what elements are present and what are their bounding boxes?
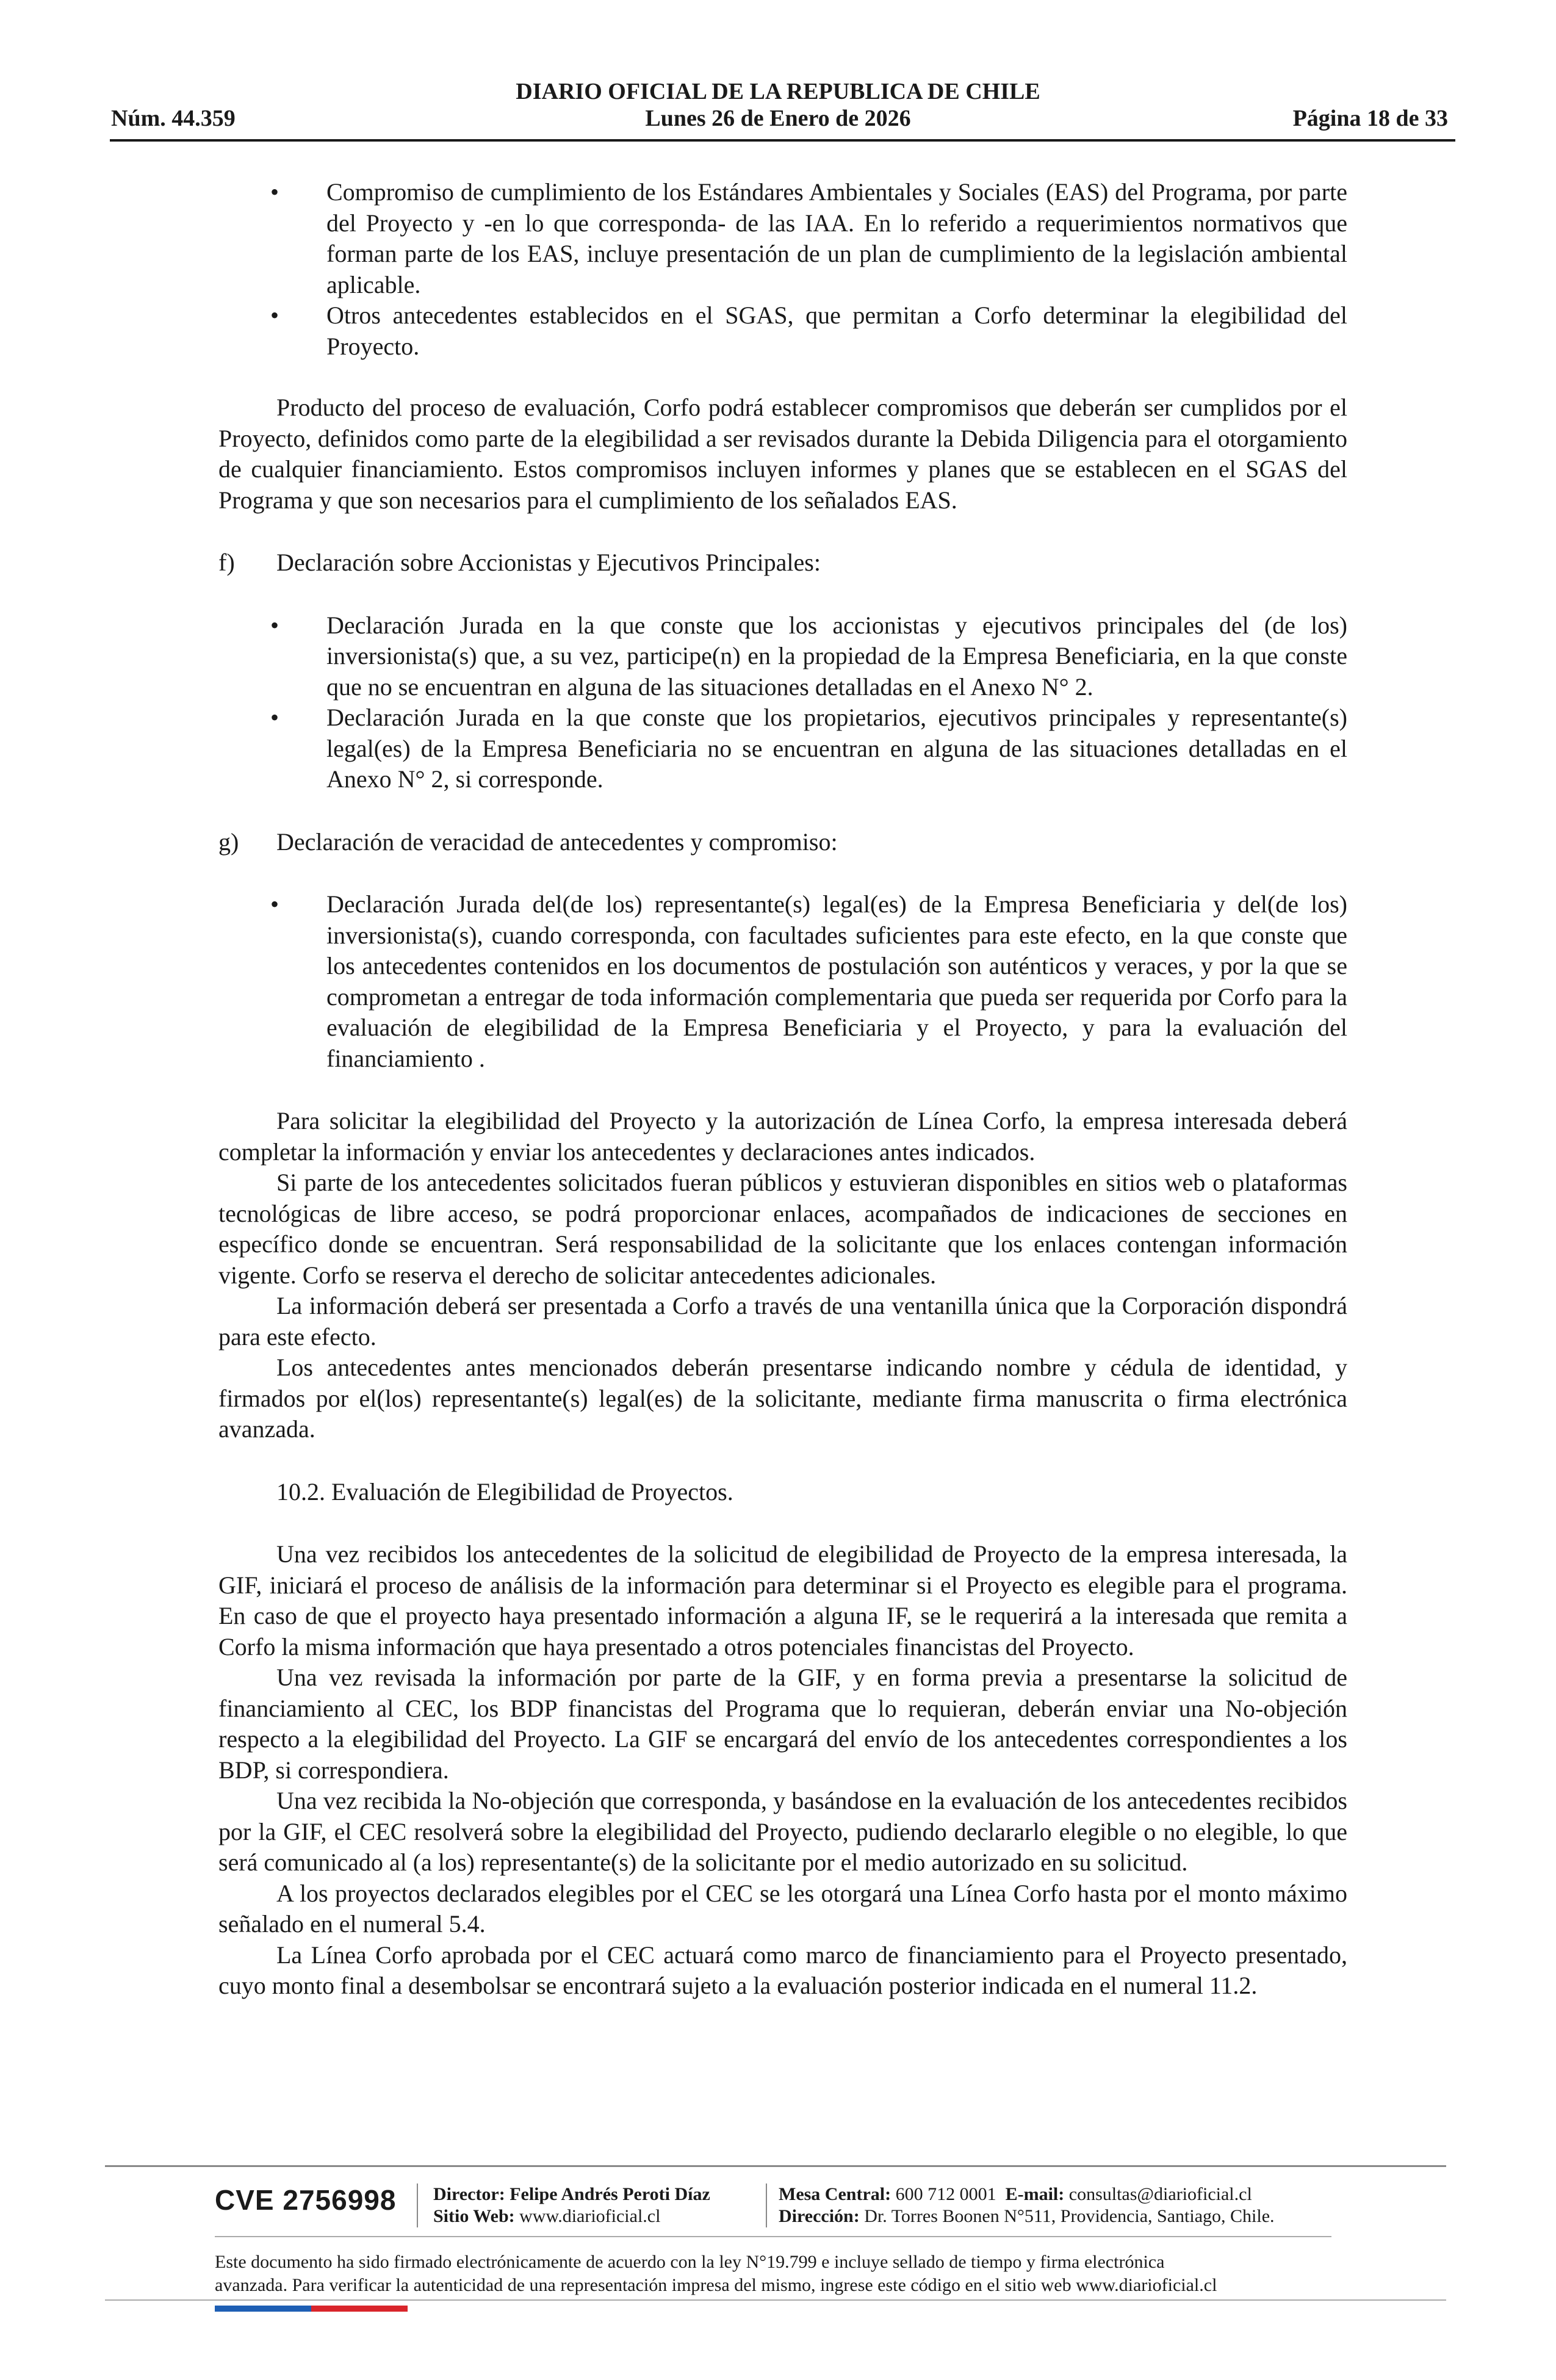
list-item — [218, 702, 1347, 795]
footer-contact-block — [779, 2183, 1352, 2227]
section-10-2-heading: 10.2. Evaluación de Elegibilidad de Proyectos. — [276, 1477, 733, 1506]
footer-separator — [766, 2183, 767, 2227]
paragraph: Para solicitar la elegibilidad del Proyecto y la autorización de Línea Corfo, la empresa interesada deberá completar la información y enviar los antecedentes y declaraciones antes indicados. — [218, 1107, 1347, 1166]
paragraph: Una vez revisada la información por parte de la GIF, y en forma previa a presentarse la solicitud de financiamiento al CEC, los BDP financistas del Programa que lo requieran, deberán enviar una No-objeción respecto a la elegibilidad del Proyecto. La GIF se encargará del envío de los antecedentes correspondientes a los BDP, si correspondiera. — [218, 1664, 1347, 1784]
bullet-icon: • — [270, 704, 279, 731]
bullet-text: Declaración Jurada del(de los) representante(s) legal(es) de la Empresa Beneficiaria y del(de los) inversionista(s), cuando corresponda, con facultades suficientes para este efecto, en la que conste que los antecedentes contenidos en los documentos de postulación son auténticos y veraces, y por la que se comprometan a entregar de toda información complementaria que pueda ser requerida por Corfo para la evaluación de elegibilidad de la Empresa Beneficiaria y el Proyecto, y para la evaluación del financiamiento . — [326, 890, 1347, 1072]
publication-title: DIARIO OFICIAL DE LA REPUBLICA DE CHILE — [516, 79, 1040, 104]
bullet-text: Declaración Jurada en la que conste que los propietarios, ejecutivos principales y representante(s) legal(es) de la Empresa Beneficiaria no se encuentran en alguna de las situaciones detalladas en el Anexo N° 2, si corresponde. — [326, 704, 1347, 793]
section-label: f) — [218, 549, 235, 576]
address-label: Dirección: — [779, 2206, 860, 2226]
issue-number: Núm. 44.359 — [111, 106, 236, 131]
paragraph: A los proyectos declarados elegibles por el CEC se les otorgará una Línea Corfo hasta por el monto máximo señalado en el numeral 5.4. — [218, 1879, 1347, 1938]
phone-label: Mesa Central: — [779, 2184, 891, 2204]
document-body — [218, 177, 1347, 2002]
footer-divider — [215, 2236, 1331, 2237]
paragraph: La información deberá ser presentada a Corfo a través de una ventanilla única que la Corporación dispondrá para este efecto. — [218, 1292, 1347, 1350]
site-label: Sitio Web: — [433, 2206, 515, 2226]
legal-line: avanzada. Para verificar la autenticidad de una representación impresa del mismo, ingrese este código en el sitio web www.diarioficial.cl — [215, 2275, 1217, 2295]
email-label: E-mail: — [1005, 2184, 1065, 2204]
page-number: Página 18 de 33 — [1292, 106, 1448, 131]
list-item — [218, 610, 1347, 703]
bullet-icon: • — [270, 178, 279, 206]
footer-bottom-rule — [105, 2299, 1446, 2301]
section-title: Declaración sobre Accionistas y Ejecutivos Principales: — [276, 549, 821, 576]
paragraph: Producto del proceso de evaluación, Corfo podrá establecer compromisos que deberán ser cumplidos por el Proyecto, definidos como parte de la elegibilidad a ser revisados durante la Debida Diligencia para el otorgamiento de cualquier financiamiento. Estos compromisos incluyen informes y planes que se establecen en el SGAS del Programa y que son necesarios para el cumplimiento de los señalados EAS. — [218, 394, 1347, 514]
list-item — [218, 889, 1347, 1074]
list-item — [218, 300, 1347, 362]
legal-line: Este documento ha sido firmado electrónicamente de acuerdo con la ley N°19.799 e incluye sellado de tiempo y firma electrónica — [215, 2252, 1165, 2272]
bullet-icon: • — [270, 301, 279, 329]
email-link[interactable]: consultas@diarioficial.cl — [1068, 2184, 1252, 2204]
section-f-heading — [218, 547, 1347, 579]
footer-rule — [105, 2165, 1446, 2167]
paragraph: Una vez recibidos los antecedentes de la solicitud de elegibilidad de Proyecto de la empresa interesada, la GIF, iniciará el proceso de análisis de la información para determinar si el Proyecto es elegible para el programa. En caso de que el proyecto haya presentado información a alguna IF, se le requerirá a la interesada que remita a Corfo la misma información que haya presentado a otros potenciales financistas del Proyecto. — [218, 1540, 1347, 1661]
cve-code: CVE 2756998 — [215, 2184, 397, 2216]
director-label: Director: — [433, 2184, 505, 2204]
bullet-text: Compromiso de cumplimiento de los Estándares Ambientales y Sociales (EAS) del Programa, por parte del Proyecto y -en lo que corresponda- de las IAA. En lo referido a requerimientos normativos que forman parte de los EAS, incluye presentación de un plan de cumplimiento de la legislación ambiental aplicable. — [326, 178, 1347, 298]
flag-stripe-blue — [215, 2306, 311, 2312]
bullet-text: Otros antecedentes establecidos en el SGAS, que permitan a Corfo determinar la elegibilidad del Proyecto. — [326, 301, 1347, 360]
director-name: Felipe Andrés Peroti Díaz — [510, 2184, 710, 2204]
site-link[interactable]: www.diarioficial.cl — [519, 2206, 661, 2226]
list-item — [218, 177, 1347, 300]
section-label: g) — [218, 828, 239, 856]
footer-director-block — [433, 2183, 775, 2227]
section-title: Declaración de veracidad de antecedentes y compromiso: — [276, 828, 838, 856]
flag-stripe-red — [311, 2306, 408, 2312]
header-rule — [110, 139, 1455, 142]
section-g-heading — [218, 827, 1347, 858]
address-value: Dr. Torres Boonen N°511, Providencia, Santiago, Chile. — [864, 2206, 1275, 2226]
phone-value: 600 712 0001 — [895, 2184, 996, 2204]
bullet-icon: • — [270, 890, 279, 918]
footer-separator — [417, 2183, 418, 2227]
paragraph: La Línea Corfo aprobada por el CEC actuará como marco de financiamiento para el Proyecto presentado, cuyo monto final a desembolsar se encontrará sujeto a la evaluación posterior indicada en el numeral 11.2. — [218, 1941, 1347, 1999]
footer-legal — [215, 2251, 1374, 2297]
bullet-icon: • — [270, 611, 279, 639]
paragraph: Una vez recibida la No-objeción que corresponda, y basándose en la evaluación de los antecedentes recibidos por la GIF, el CEC resolverá sobre la elegibilidad del Proyecto, pudiendo declararlo elegible o no elegible, lo que será comunicado al (a los) representante(s) de la solicitante por el medio autorizado en su solicitud. — [218, 1787, 1347, 1876]
paragraph: Los antecedentes antes mencionados deberán presentarse indicando nombre y cédula de identidad, y firmados por el(los) representante(s) legal(es) de la solicitante, mediante firma manuscrita o firma electrónica avanzada. — [218, 1354, 1347, 1443]
bullet-text: Declaración Jurada en la que conste que los accionistas y ejecutivos principales del (de los) inversionista(s) que, a su vez, participe(n) en la propiedad de la Empresa Beneficiaria, en la que conste que no se encuentran en alguna de las situaciones detalladas en el Anexo N° 2. — [326, 611, 1347, 701]
paragraph: Si parte de los antecedentes solicitados fueran públicos y estuvieran disponibles en sitios web o plataformas tecnológicas de libre acceso, se podrá proporcionar enlaces, acompañados de indicaciones de secciones en específico donde se encuentran. Será responsabilidad de la solicitante que los enlaces contengan información vigente. Corfo se reserva el derecho de solicitar antecedentes adicionales. — [218, 1169, 1347, 1289]
issue-date: Lunes 26 de Enero de 2026 — [645, 106, 911, 131]
